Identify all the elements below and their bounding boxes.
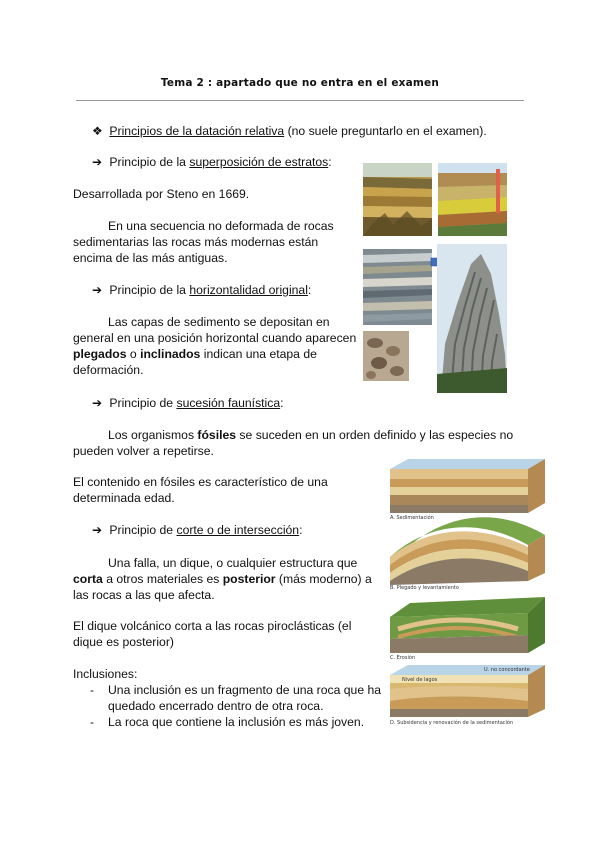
fossils-photo (363, 331, 409, 381)
superposicion-heading: superposición de estratos (189, 155, 329, 169)
posterior-term: posterior (222, 572, 276, 586)
superposicion-text-2: sedimentarias las rocas más modernas están (73, 235, 319, 249)
horizontalidad-text-3-rest: indican una etapa de (200, 347, 317, 361)
horizontalidad-colon: : (307, 283, 312, 297)
inclusiones-item-2-line-1: La roca que contiene la inclusión es más joven. (108, 715, 365, 729)
corte-heading: corte o de intersección (176, 523, 300, 537)
connector-text: o (126, 347, 141, 361)
superposicion-colon: : (328, 155, 332, 169)
faunistica-pre: Principio de (109, 396, 177, 410)
block-diagram-c (390, 597, 545, 653)
faunistica-text-2: pueden volver a repetirse. (73, 444, 214, 458)
superposicion-pre: Principio de la (109, 155, 190, 169)
section-faunistica (92, 396, 284, 411)
dique-text-2: dique es posterior) (73, 635, 174, 649)
fosiles-text-2: determinada edad. (73, 491, 175, 505)
inclusiones-label: Inclusiones: (73, 667, 138, 681)
arrow-bullet-icon: ➔ (92, 155, 103, 169)
plegados-term: plegados (73, 347, 127, 361)
corte-text-2-mid: a otros materiales es (102, 572, 223, 586)
inclinados-term: inclinados (140, 347, 201, 361)
dique-text-1: El dique volcánico corta a las rocas piroclásticas (el (73, 619, 352, 633)
arrow-bullet-icon: ➔ (92, 523, 103, 537)
section-relativa (92, 124, 487, 139)
superposicion-text-1: En una secuencia no deformada de rocas (108, 219, 334, 233)
geologic-block-diagrams (388, 457, 545, 731)
fosiles-text-1: El contenido en fósiles es característico de una (73, 475, 328, 489)
faunistica-text-1 (108, 428, 513, 443)
steno-text: Desarrollada por Steno en 1669. (73, 187, 250, 201)
caption-d-label-2: Nivel de lagos (402, 677, 438, 683)
corte-text-2 (73, 572, 372, 587)
caption-a: A. Sedimentación (390, 515, 434, 521)
corte-pre: Principio de (109, 523, 177, 537)
block-diagram-a (390, 459, 545, 513)
horizontalidad-pre: Principio de la (109, 283, 190, 297)
faunistica-colon: : (280, 396, 284, 410)
arrow-bullet-icon: ➔ (92, 283, 103, 297)
superposicion-text-3: encima de las más antiguas. (73, 251, 228, 265)
folded-mountain-photo (437, 244, 507, 393)
diamond-bullet-icon: ❖ (92, 124, 103, 138)
inclusiones-item-1-line-2: quedado encerrado dentro de otra roca. (108, 699, 324, 713)
title-divider (76, 100, 524, 101)
relativa-note: (no suele preguntarlo en el examen). (284, 124, 487, 138)
faunistica-heading: sucesión faunística (176, 396, 281, 410)
labeled-strata-photo (438, 163, 507, 236)
page-title: Tema 2 : apartado que no entra en el examen (160, 77, 440, 89)
caption-d-label-1: U. no concordante (484, 667, 530, 673)
inclusiones-dash-2: - (90, 715, 95, 729)
horizontalidad-text-4: deformación. (73, 363, 144, 377)
caption-c: C. Erosión (390, 655, 416, 661)
faunistica-text-pre: Los organismos (108, 428, 198, 442)
inclusiones-item-1-line-1: Una inclusión es un fragmento de una roca que ha (108, 683, 382, 697)
corte-text-3: las rocas a las que afecta. (73, 588, 215, 602)
caption-d: D. Subsidencia y renovación de la sedimentación (390, 720, 514, 726)
faunistica-text-post: se suceden en un orden definido y las especies no (236, 428, 514, 442)
caption-b: B. Plegado y levantamiento (390, 585, 459, 591)
corte-colon: : (299, 523, 303, 537)
corte-text-1: Una falla, un dique, o cualquier estructura que (108, 556, 358, 570)
horizontalidad-text-2: general en una posición horizontal cuando aparecen (73, 331, 357, 345)
horizontalidad-heading: horizontalidad original (189, 283, 308, 297)
relativa-heading: Principios de la datación relativa (109, 124, 285, 138)
corte-text-2-rest: (más moderno) a (275, 572, 372, 586)
arrow-bullet-icon: ➔ (92, 396, 103, 410)
section-corte (92, 523, 302, 538)
section-horizontalidad (92, 283, 311, 298)
layered-rock-photo (363, 249, 432, 325)
block-diagram-b (390, 517, 545, 585)
fosiles-term: fósiles (197, 428, 237, 442)
inclusiones-dash-1: - (90, 683, 95, 697)
section-superposicion (92, 155, 332, 170)
corta-term: corta (73, 572, 103, 586)
horizontalidad-text-1: Las capas de sedimento se depositan en (108, 315, 330, 329)
horizontalidad-text-3 (73, 347, 317, 362)
canyon-strata-photo (363, 163, 432, 236)
